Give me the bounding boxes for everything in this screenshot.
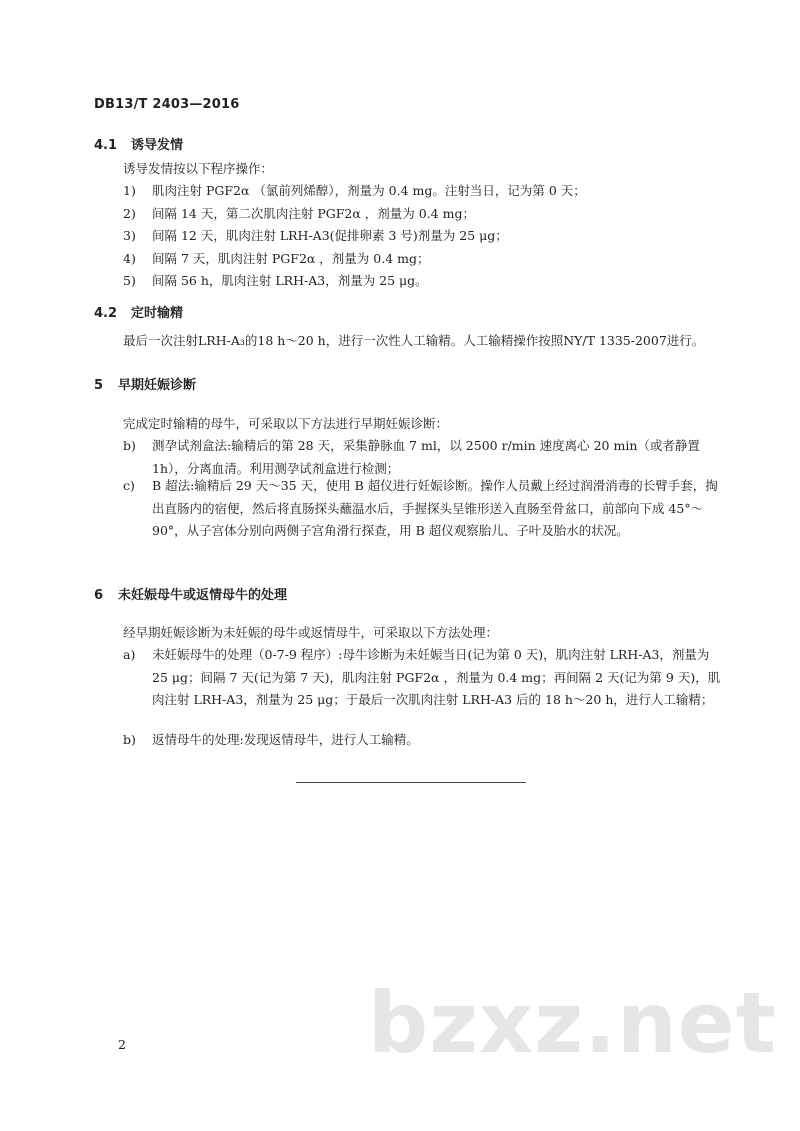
- list-item: [123, 180, 723, 203]
- section-title: 诱导发情: [131, 138, 184, 153]
- list-item: [123, 435, 723, 480]
- list-marker: 1): [123, 183, 136, 198]
- list-item: [123, 225, 723, 248]
- list-item: [123, 729, 723, 752]
- end-rule: [296, 782, 526, 783]
- section-title: 未妊娠母牛或返情母牛的处理: [118, 588, 288, 603]
- watermark: bzxz.net: [368, 974, 777, 1072]
- list-item-text: 未妊娠母牛的处理（0-7-9 程序）:母牛诊断为未妊娠当日(记为第 0 天)，肌肉注射 LRH-A3，剂量为 25 μg；间隔 7 天(记为第 7 天)，肌肉注射 PGF2α ，剂量为 0.4 mg；再间隔 2 天(记为第 9 天)，肌肉注射 LRH-A3，剂量为 25 μg；于最后一次肌肉注射 LRH-A3 后的 18 h～20 h，进行人工输精；: [152, 647, 721, 707]
- section-number: 4.2: [94, 306, 118, 321]
- list-marker: 4): [123, 251, 136, 266]
- section-5-heading: [94, 374, 196, 393]
- list-item: [123, 475, 723, 543]
- list-marker: c): [123, 478, 135, 493]
- list-item-text: 肌肉注射 PGF2α （氯前列烯醇），剂量为 0.4 mg。注射当日，记为第 0 天；: [152, 183, 586, 198]
- list-marker: 2): [123, 206, 136, 221]
- section-4-1-intro: 诱导发情按以下程序操作：: [123, 161, 274, 176]
- section-6-heading: [94, 584, 287, 603]
- section-6-intro: 经早期妊娠诊断为未妊娠的母牛或返情母牛，可采取以下方法处理：: [123, 625, 499, 640]
- section-number: 6: [94, 588, 104, 603]
- list-item: [123, 644, 723, 712]
- section-number: 4.1: [94, 138, 118, 153]
- section-5-intro: 完成定时输精的母牛，可采取以下方法进行早期妊娠诊断：: [123, 416, 449, 431]
- list-item-text: 测孕试剂盒法:输精后的第 28 天，采集静脉血 7 ml，以 2500 r/min 速度离心 20 min（或者静置 1h），分离血清。利用测孕试剂盒进行检测；: [152, 438, 700, 476]
- document-code: DB13/T 2403—2016: [94, 97, 240, 112]
- list-marker: a): [123, 647, 136, 662]
- section-number: 5: [94, 378, 104, 393]
- section-title: 定时输精: [131, 306, 184, 321]
- list-item-text: 间隔 56 h，肌肉注射 LRH-A3，剂量为 25 μg。: [152, 273, 428, 288]
- list-item: [123, 248, 723, 271]
- list-item-text: 间隔 7 天，肌肉注射 PGF2α ，剂量为 0.4 mg；: [152, 251, 430, 266]
- section-4-2-heading: [94, 302, 183, 321]
- page-number: 2: [118, 1037, 126, 1052]
- list-marker: b): [123, 732, 136, 747]
- list-item: [123, 203, 723, 226]
- list-item-text: B 超法:输精后 29 天～35 天，使用 B 超仪进行妊娠诊断。操作人员戴上经过润滑消毒的长臂手套，掏出直肠内的宿便，然后将直肠探头蘸温水后，手握探头呈锥形送入直肠至骨盆口，前部向下成 45°～90°，从子宫体分别向两侧子宫角滑行探查，用 B 超仪观察胎儿、子叶及胎水的状况。: [152, 478, 718, 538]
- list-marker: 3): [123, 228, 136, 243]
- list-item-text: 间隔 12 天，肌肉注射 LRH-A3(促排卵素 3 号)剂量为 25 μg；: [152, 228, 508, 243]
- section-4-1-heading: [94, 134, 183, 153]
- section-4-2-body: 最后一次注射LRH-A₃的18 h～20 h，进行一次性人工输精。人工输精操作按照NY/T 1335-2007进行。: [123, 333, 705, 348]
- list-item-text: 间隔 14 天，第二次肌肉注射 PGF2α ，剂量为 0.4 mg；: [152, 206, 475, 221]
- list-item: [123, 270, 723, 293]
- list-marker: b): [123, 438, 136, 453]
- list-marker: 5): [123, 273, 136, 288]
- list-item-text: 返情母牛的处理:发现返情母牛，进行人工输精。: [152, 732, 419, 747]
- section-title: 早期妊娠诊断: [118, 378, 197, 393]
